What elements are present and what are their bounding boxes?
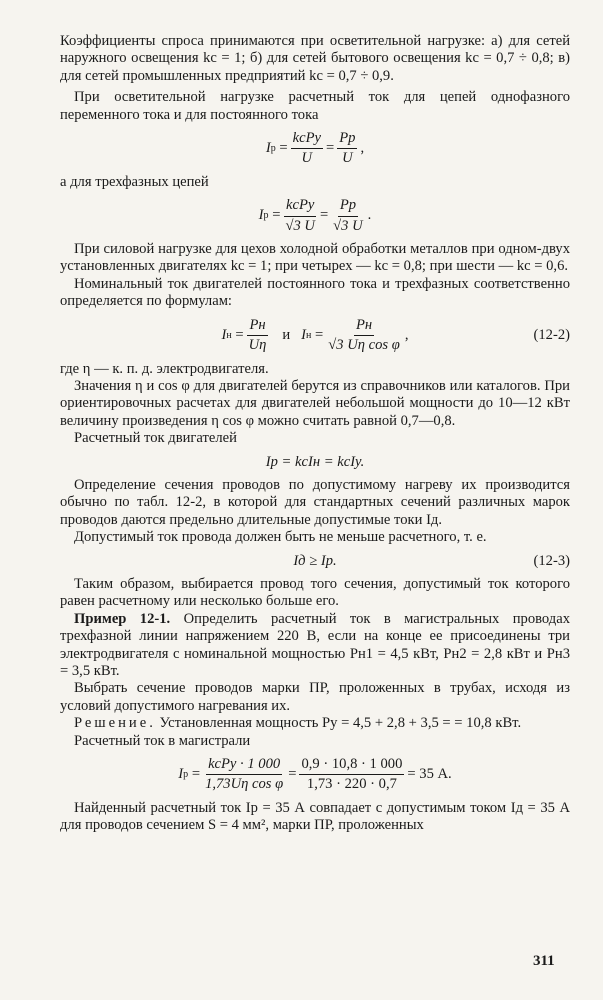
paragraph-power-load: При силовой нагрузке для цехов холодной обработки металлов при одном-двух установленных двигателях kс = 1; при четырех — kс = 0,8; при шести — kс = 0,6. <box>60 241 570 275</box>
paragraph-three-phase: а для трехфазных цепей <box>60 173 209 190</box>
paragraph-main-current: Расчетный ток в магистрали <box>74 732 251 749</box>
paragraph-solution: Решение. Установленная мощность Pу = 4,5 + 2,8 + 3,5 = = 10,8 кВт. <box>74 715 522 732</box>
formula-single-phase-current: I р = $\frac{\text{kсPу}}{U}$ = $\frac{Pр}{U}$ , <box>265 130 365 167</box>
formula-three-phase-current: I р = $\frac{\text{kсPу}}{√3 U}$ = $\frac{Pр}{√3 U}$ . <box>258 197 372 234</box>
paragraph-eta-cos: Значения η и cos φ для двигателей берутся из справочников или каталогов. При ориентировочных расчетах для двигателей небольшой мощности до 10—12 кВт величину произведения η cos φ можно считать равной 0,7—0,8. <box>60 377 570 429</box>
paragraph-example-task: Выбрать сечение проводов марки ПР, проложенных в трубах, исходя из условий допустимого нагревания их. <box>60 680 570 714</box>
formula-motor-current: Iр = kсIн = kсIу. <box>265 453 365 470</box>
paragraph-wire-choice: Таким образом, выбирается провод того сечения, допустимый ток которого равен расчетному или несколько больше его. <box>60 575 570 610</box>
paragraph-efficiency: где η — к. п. д. электродвигателя. <box>60 360 269 377</box>
page-body <box>60 33 570 835</box>
equation-number: (12-3) <box>533 552 570 569</box>
paragraph-rated-current: Номинальный ток двигателей постоянного тока и трехфазных соответственно определяется по формулам: <box>60 275 570 310</box>
formula-rated-current: I н = $\frac{Pн}{U\eta}$ и I н = $\frac{Pн}{\text{√3 Uη cos φ}}$ , (12-2) <box>221 316 570 354</box>
equation-number: (12-2) <box>533 326 570 343</box>
paragraph-example: Пример 12-1. Определить расчетный ток в магистральных проводах трехфазной линии напряжением 220 В, если на конце ее присоединены три электродвигателя с номинальной мощностью Pн1 = 4,5 кВт, Pн2 = 2,8 кВт и Pн3 = 3,5 кВт. <box>60 610 570 679</box>
page-number: 311 <box>533 953 555 969</box>
formula-allowable-current: Iд ≥ Iр. (12-3) <box>293 552 570 569</box>
paragraph-conclusion: Найденный расчетный ток Iр = 35 А совпадает с допустимым током Iд = 35 А для проводов сечением S = 4 мм², марки ПР, проложенных <box>60 799 570 834</box>
paragraph-lighting-load: При осветительной нагрузке расчетный ток для цепей однофазного переменного тока и для постоянного тока <box>60 89 570 123</box>
paragraph-motor-current: Расчетный ток двигателей <box>74 430 237 447</box>
formula-main-current: I р = $\frac{\text{kсPу · 1 000}}{\text{1,73Uη cos φ}}$ = $\frac{0,9 \cdot 10,8 \cdot 1 000}{1,73 \cdot 220 \cdot 0,7}$ = 35 А. <box>178 756 452 793</box>
paragraph-demand-coefficients: Коэффициенты спроса принимаются при осветительной нагрузке: а) для сетей наружного освещения kс = 1; б) для сетей бытового освещения kс = 0,7 ÷ 0,8; в) для сетей промышленных предприятий kс = 0,7 ÷ 0,9. <box>60 33 570 84</box>
paragraph-allowable-current: Допустимый ток провода должен быть не меньше расчетного, т. е. <box>74 529 487 546</box>
paragraph-cross-section: Определение сечения проводов по допустимому нагреву их производится обычно по табл. 12-2, в которой для стандартных сечений различных марок проводов даются предельно длительные допустимые токи Iд. <box>60 476 570 528</box>
